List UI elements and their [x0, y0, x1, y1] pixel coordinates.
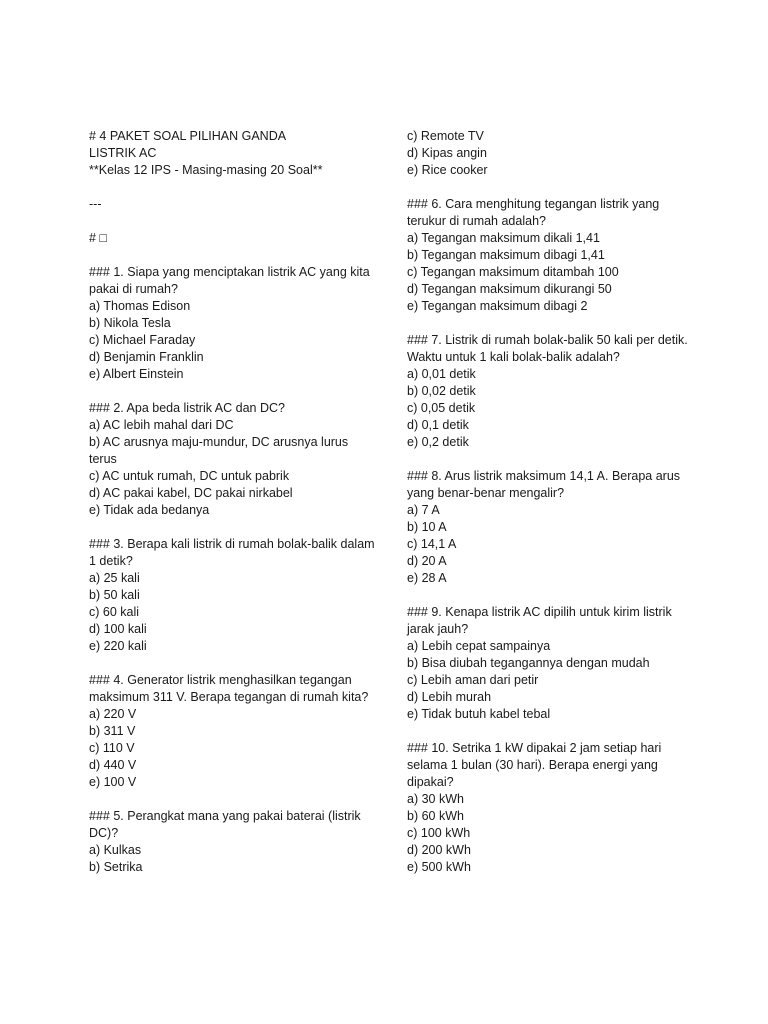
option-a: a) AC lebih mahal dari DC [89, 418, 234, 432]
option-c: c) 60 kali [89, 605, 140, 619]
question-4 [89, 672, 379, 791]
option-e: e) Rice cooker [407, 163, 488, 177]
option-c: c) 110 V [89, 741, 135, 755]
question-10 [407, 740, 692, 876]
option-a: a) 0,01 detik [407, 367, 476, 381]
option-d: d) 20 A [407, 554, 447, 568]
heading-block [89, 230, 379, 247]
option-a: a) 25 kali [89, 571, 140, 585]
option-e: e) Tegangan maksimum dibagi 2 [407, 299, 588, 313]
option-c: c) 0,05 detik [407, 401, 476, 415]
option-a: a) Tegangan maksimum dikali 1,41 [407, 231, 600, 245]
question-text: ### 4. Generator listrik menghasilkan tegangan maksimum 311 V. Berapa tegangan di rumah kita? [89, 673, 369, 704]
question-9 [407, 604, 692, 723]
option-b: b) AC arusnya maju-mundur, DC arusnya lurus terus [89, 435, 352, 466]
option-e: e) Tidak butuh kabel tebal [407, 707, 551, 721]
subtitle: **Kelas 12 IPS - Masing-masing 20 Soal** [89, 163, 323, 177]
option-b: b) Bisa diubah tegangannya dengan mudah [407, 656, 650, 670]
option-e: e) Albert Einstein [89, 367, 184, 381]
option-a: a) Thomas Edison [89, 299, 191, 313]
question-7 [407, 332, 692, 451]
option-a: a) 30 kWh [407, 792, 464, 806]
separator: --- [89, 197, 102, 211]
option-d: d) 200 kWh [407, 843, 471, 857]
option-a: a) Kulkas [89, 843, 142, 857]
right-column [407, 128, 692, 893]
option-b: b) 311 V [89, 724, 136, 738]
option-a: a) 220 V [89, 707, 137, 721]
question-text: ### 1. Siapa yang menciptakan listrik AC yang kita pakai di rumah? [89, 265, 370, 296]
option-c: c) AC untuk rumah, DC untuk pabrik [89, 469, 290, 483]
option-e: e) 28 A [407, 571, 447, 585]
option-b: b) 0,02 detik [407, 384, 476, 398]
option-d: d) Tegangan maksimum dikurangi 50 [407, 282, 612, 296]
title-line-2: LISTRIK AC [89, 146, 157, 160]
question-text: ### 9. Kenapa listrik AC dipilih untuk kirim listrik jarak jauh? [407, 605, 672, 636]
option-b: b) 60 kWh [407, 809, 464, 823]
heading-symbol: # □ [89, 231, 107, 245]
option-c: c) 100 kWh [407, 826, 471, 840]
question-1 [89, 264, 379, 383]
option-b: b) 10 A [407, 520, 447, 534]
option-c: c) 14,1 A [407, 537, 457, 551]
option-b: b) Tegangan maksimum dibagi 1,41 [407, 248, 605, 262]
question-2 [89, 400, 379, 519]
option-a: a) 7 A [407, 503, 440, 517]
question-text: ### 2. Apa beda listrik AC dan DC? [89, 401, 285, 415]
question-5-continued [407, 128, 692, 179]
separator-block [89, 196, 379, 213]
option-d: d) 0,1 detik [407, 418, 469, 432]
document-header [89, 128, 379, 179]
option-a: a) Lebih cepat sampainya [407, 639, 551, 653]
question-6 [407, 196, 692, 315]
option-e: e) Tidak ada bedanya [89, 503, 210, 517]
left-column [89, 128, 379, 893]
question-text: ### 5. Perangkat mana yang pakai baterai (listrik DC)? [89, 809, 361, 840]
option-e: e) 0,2 detik [407, 435, 469, 449]
option-d: d) Lebih murah [407, 690, 492, 704]
option-d: d) Benjamin Franklin [89, 350, 204, 364]
option-e: e) 220 kali [89, 639, 147, 653]
option-d: d) Kipas angin [407, 146, 487, 160]
question-text: ### 8. Arus listrik maksimum 14,1 A. Berapa arus yang benar-benar mengalir? [407, 469, 681, 500]
option-c: c) Michael Faraday [89, 333, 196, 347]
option-e: e) 100 V [89, 775, 137, 789]
option-b: b) Setrika [89, 860, 143, 874]
option-b: b) 50 kali [89, 588, 140, 602]
option-e: e) 500 kWh [407, 860, 471, 874]
question-text: ### 10. Setrika 1 kW dipakai 2 jam setiap hari selama 1 bulan (30 hari). Berapa energi yang dipakai? [407, 741, 662, 789]
option-c: c) Tegangan maksimum ditambah 100 [407, 265, 619, 279]
option-d: d) 100 kali [89, 622, 147, 636]
question-text: ### 6. Cara menghitung tegangan listrik yang terukur di rumah adalah? [407, 197, 660, 228]
question-3 [89, 536, 379, 655]
option-c: c) Lebih aman dari petir [407, 673, 539, 687]
question-5 [89, 808, 379, 876]
question-8 [407, 468, 692, 587]
option-b: b) Nikola Tesla [89, 316, 171, 330]
option-c: c) Remote TV [407, 129, 484, 143]
option-d: d) 440 V [89, 758, 137, 772]
option-d: d) AC pakai kabel, DC pakai nirkabel [89, 486, 293, 500]
question-text: ### 7. Listrik di rumah bolak-balik 50 kali per detik. Waktu untuk 1 kali bolak-balik adalah? [407, 333, 688, 364]
title-line-1: # 4 PAKET SOAL PILIHAN GANDA [89, 129, 287, 143]
question-text: ### 3. Berapa kali listrik di rumah bolak-balik dalam 1 detik? [89, 537, 375, 568]
